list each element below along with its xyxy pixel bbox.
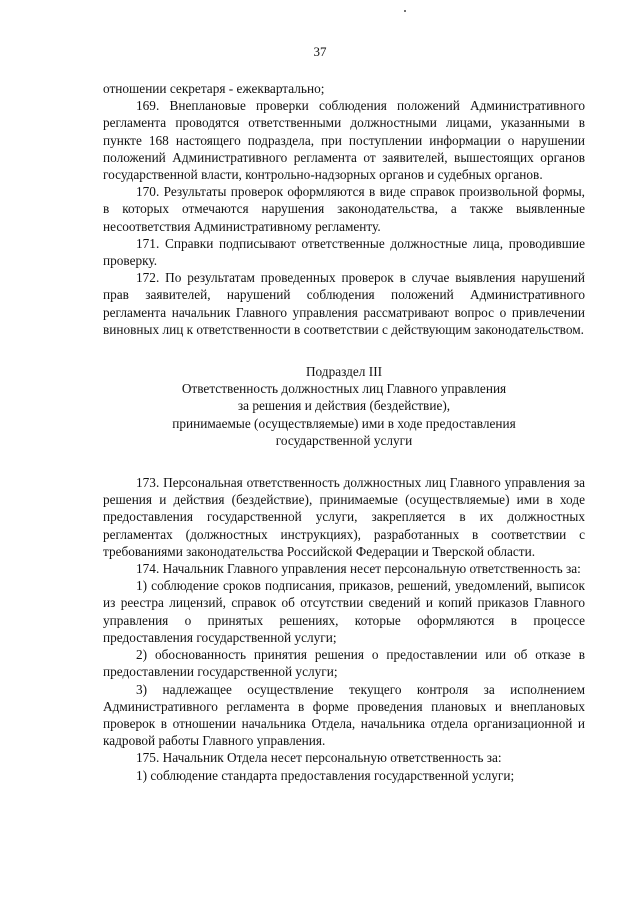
list-item-174-3: 3) надлежащее осуществление текущего контроля за исполнением Административного регламента в форме проведения плановых и внеплановых проверок в отношении начальника Отдела, начальника отдела организационной и кадровой работы Главного управления. [103, 681, 585, 749]
list-item-174-1: 1) соблюдение сроков подписания, приказов, решений, уведомлений, выписок из реестра лицензий, справок об отсутствии сведений и копий приказов Главного управления о принятых решениях, которые оформляются в процессе предоставления государственной услуги; [103, 578, 585, 645]
paragraph-172: 172. По результатам проведенных проверок в случае выявления нарушений прав заявителей, нарушений соблюдения положений Административного регламента начальник Главного управления рассматривают вопрос о привлечении виновных лиц к ответственности в соответствии с действующим законодательством. [103, 270, 585, 337]
scan-speck [404, 10, 406, 12]
list-item-174-2: 2) обоснованность принятия решения о предоставлении или об отказе в предоставлении государственной услуги; [103, 647, 585, 680]
subsection-title-line: принимаемые (осуществляемые) ими в ходе предоставления [172, 415, 516, 431]
list-item-175-1: 1) соблюдение стандарта предоставления государственной услуги; [136, 767, 515, 783]
paragraph-175: 175. Начальник Отдела несет персональную ответственность за: [136, 750, 502, 766]
paragraph-169: 169. Внеплановые проверки соблюдения положений Административного регламента проводятся ответственными должностными лицами, указанными в пункте 168 настоящего подраздела, при поступлении информации о нарушении положений Административного регламента от заявителей, вышестоящих органов государственной власти, контрольно-надзорных органов и судебных органов. [103, 98, 585, 183]
paragraph-170: 170. Результаты проверок оформляются в виде справок произвольной формы, в которых отмечаются нарушения законодательства, а также выявленные несоответствия Административному регламенту. [103, 184, 585, 234]
paragraph-173: 173. Персональная ответственность должностных лиц Главного управления за решения и действия (бездействие), принимаемые (осуществляемые) ими в ходе предоставления государственной услуги, закрепляется в их должностных регламентах (должностных инструкциях), разработанных в соответствии с требованиями законодательства Российской Федерации и Тверской области. [103, 475, 585, 559]
paragraph-171: 171. Справки подписывают ответственные должностные лица, проводившие проверку. [103, 235, 585, 269]
subsection-title-line: Ответственность должностных лиц Главного управления [181, 381, 507, 397]
paragraph-continuation: отношении секретаря - ежеквартально; [103, 81, 325, 96]
paragraph-174: 174. Начальник Главного управления несет персональную ответственность за: [136, 561, 581, 577]
document-body [103, 80, 585, 784]
subsection-heading [103, 363, 585, 449]
page-number: 37 [313, 44, 327, 59]
subsection-title-line: за решения и действия (бездействие), [237, 398, 451, 414]
subsection-label: Подраздел III [305, 364, 383, 380]
subsection-title-line: государственной услуги [275, 432, 413, 448]
